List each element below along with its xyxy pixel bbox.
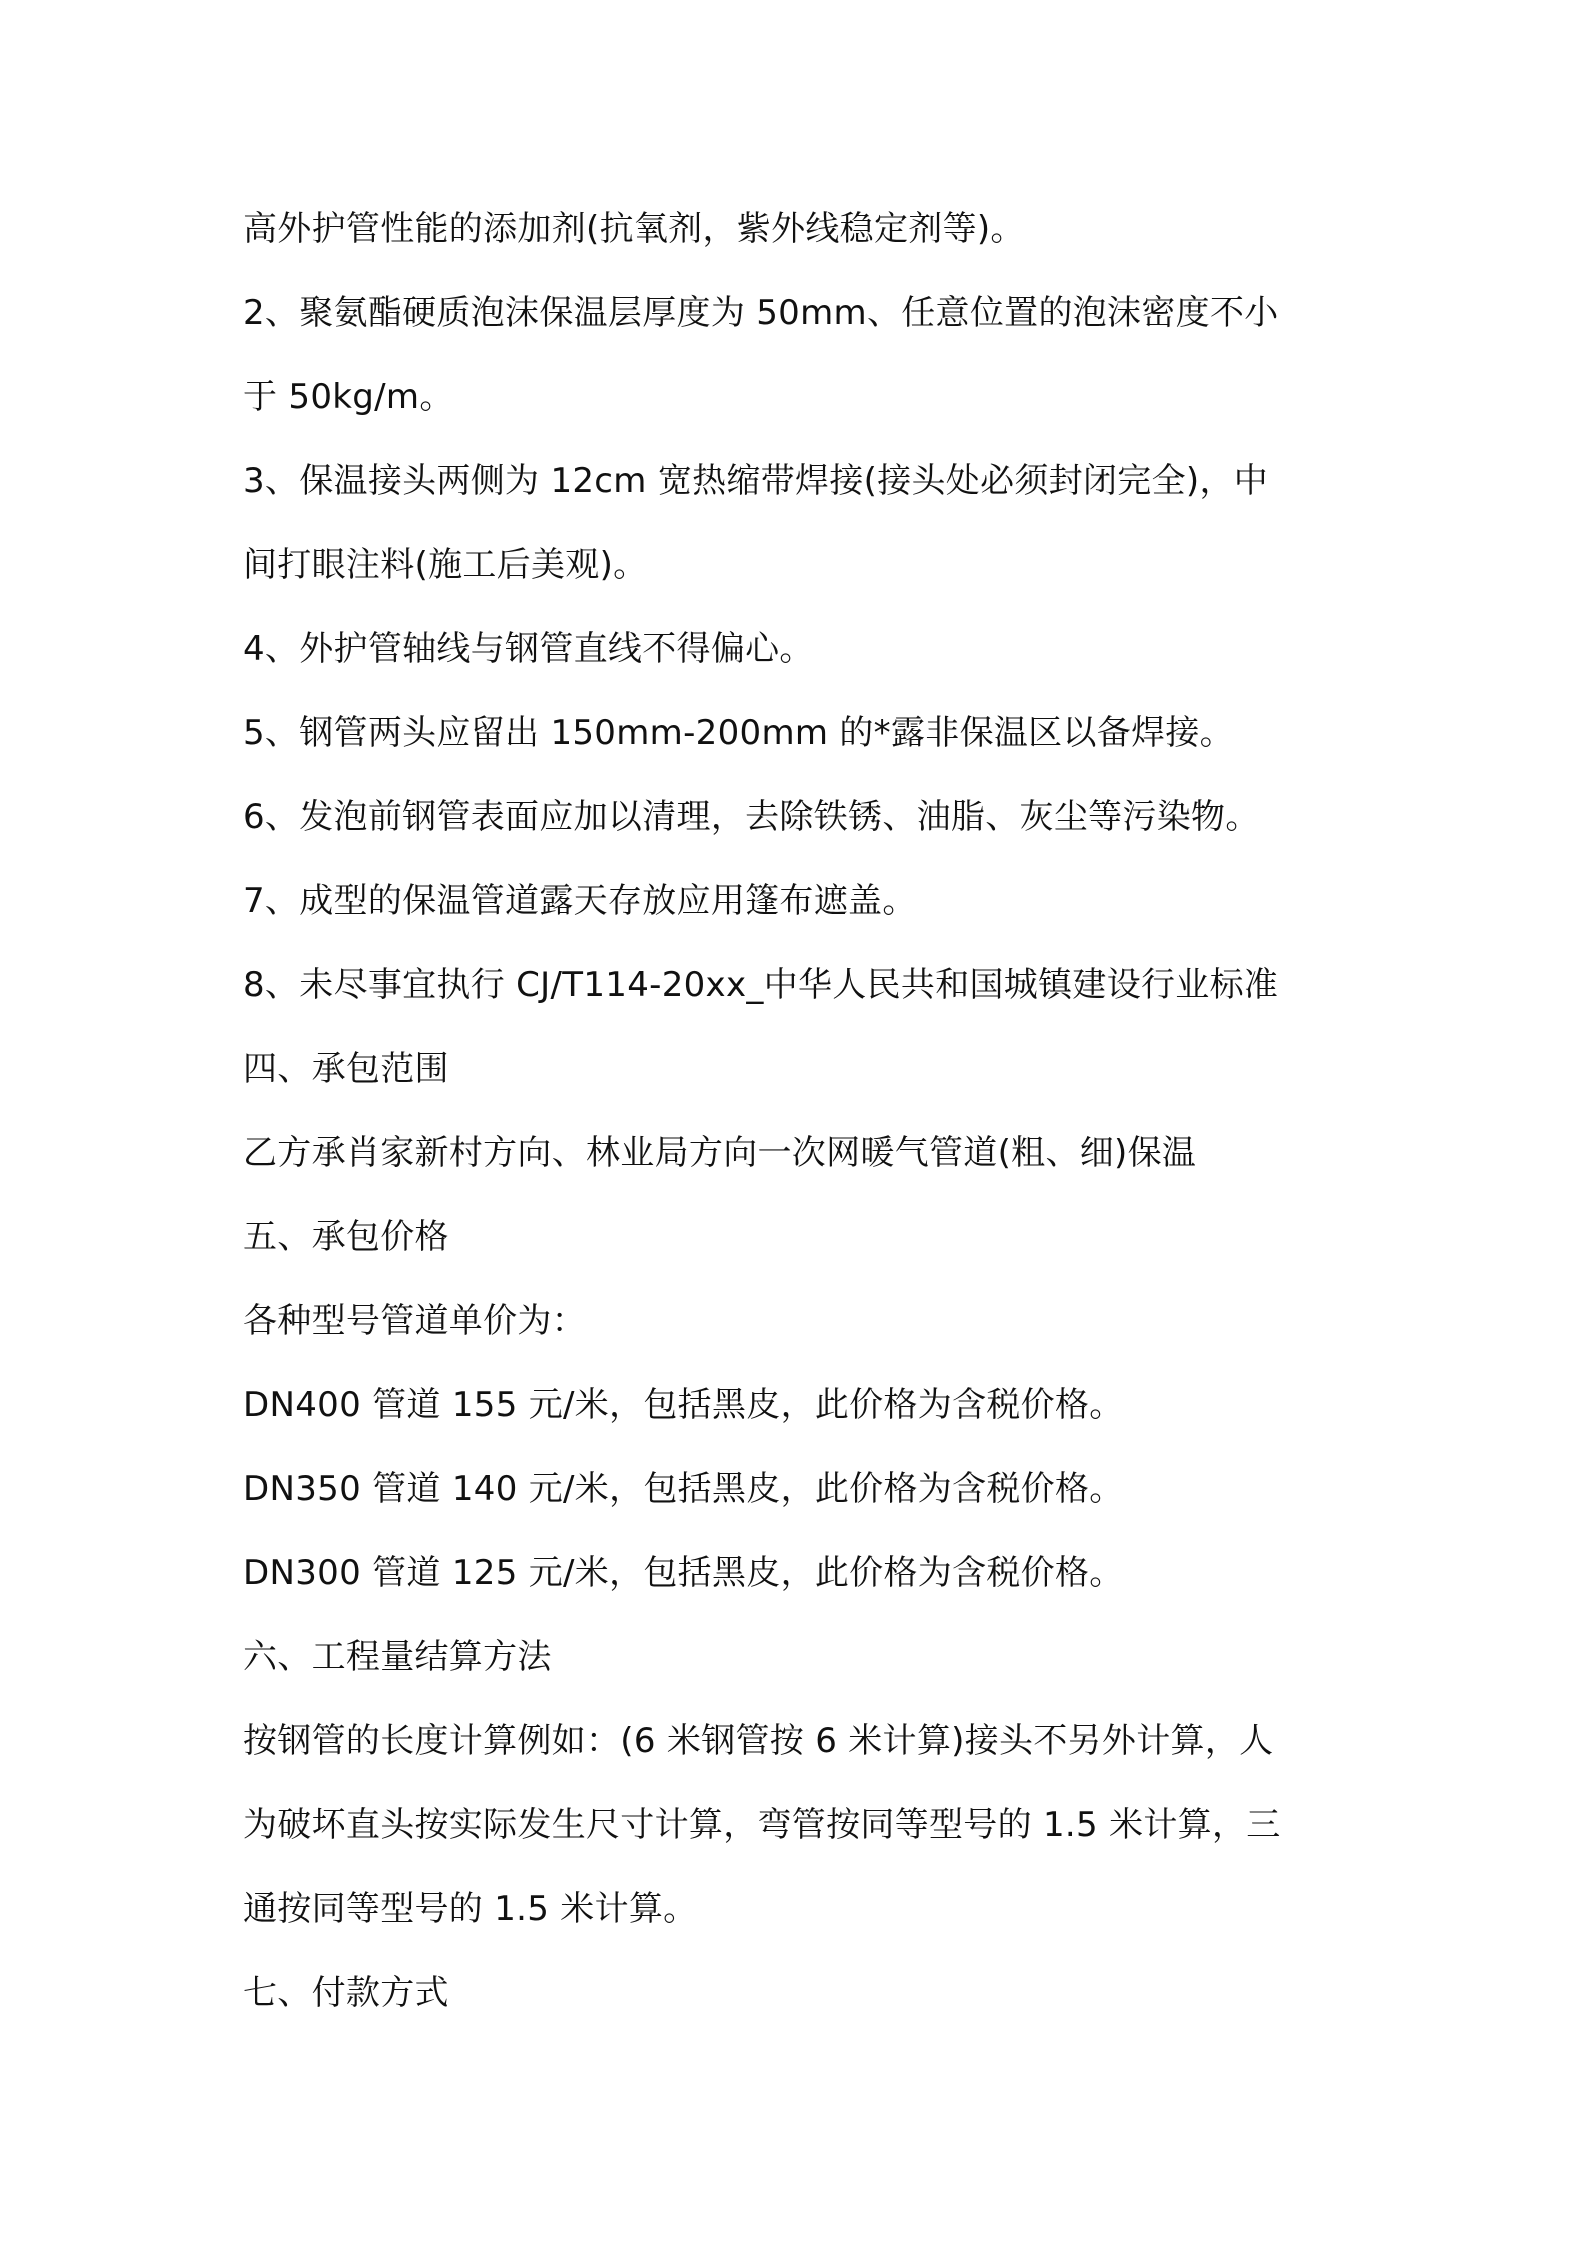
text-line-7: 5、钢管两头应留出 150mm-200mm 的*露非保温区以备焊接。 bbox=[243, 713, 1234, 753]
text-line-9: 7、成型的保温管道露天存放应用篷布遮盖。 bbox=[243, 881, 917, 921]
text-line-5: 间打眼注料(施工后美观)。 bbox=[243, 545, 648, 585]
text-line-21: 通按同等型号的 1.5 米计算。 bbox=[243, 1889, 698, 1929]
section-heading-price: 五、承包价格 bbox=[243, 1217, 449, 1257]
text-line-20: 为破坏直头按实际发生尺寸计算，弯管按同等型号的 1.5 米计算，三 bbox=[243, 1805, 1281, 1845]
text-line-19: 按钢管的长度计算例如：(6 米钢管按 6 米计算)接头不另外计算，人 bbox=[243, 1721, 1274, 1761]
text-line-1: 高外护管性能的添加剂(抗氧剂，紫外线稳定剂等)。 bbox=[243, 209, 1025, 249]
text-line-12: 乙方承肖家新村方向、林业局方向一次网暖气管道(粗、细)保温 bbox=[243, 1133, 1197, 1173]
text-line-16: DN350 管道 140 元/米，包括黑皮，此价格为含税价格。 bbox=[243, 1469, 1124, 1509]
text-line-17: DN300 管道 125 元/米，包括黑皮，此价格为含税价格。 bbox=[243, 1553, 1124, 1593]
text-line-15: DN400 管道 155 元/米，包括黑皮，此价格为含税价格。 bbox=[243, 1385, 1124, 1425]
text-line-8: 6、发泡前钢管表面应加以清理，去除铁锈、油脂、灰尘等污染物。 bbox=[243, 797, 1260, 837]
section-heading-scope: 四、承包范围 bbox=[243, 1049, 449, 1089]
text-line-6: 4、外护管轴线与钢管直线不得偏心。 bbox=[243, 629, 814, 669]
section-heading-payment: 七、付款方式 bbox=[243, 1973, 449, 2013]
text-line-2: 2、聚氨酯硬质泡沫保温层厚度为 50mm、任意位置的泡沫密度不小 bbox=[243, 293, 1279, 333]
text-line-14: 各种型号管道单价为： bbox=[243, 1301, 586, 1341]
text-line-3: 于 50kg/m。 bbox=[243, 377, 454, 417]
text-line-10: 8、未尽事宜执行 CJ/T114-20xx_中华人民共和国城镇建设行业标准 bbox=[243, 965, 1279, 1005]
text-line-4: 3、保温接头两侧为 12cm 宽热缩带焊接(接头处必须封闭完全)，中 bbox=[243, 461, 1269, 501]
section-heading-settlement: 六、工程量结算方法 bbox=[243, 1637, 552, 1677]
